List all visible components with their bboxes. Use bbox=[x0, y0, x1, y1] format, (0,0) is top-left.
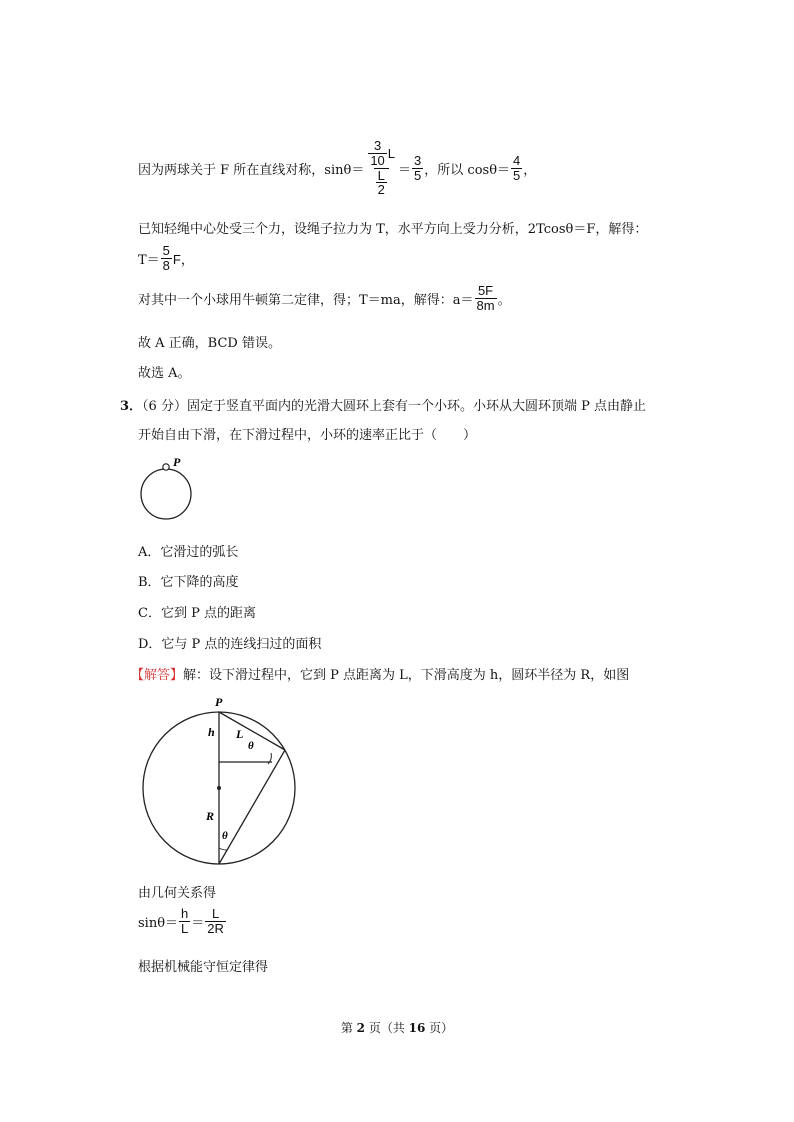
l-over-2r: $\frac{L}{2R}$ bbox=[207, 906, 224, 936]
solution-line-3: T＝ $\frac{5}{8}$ F， bbox=[138, 243, 194, 273]
center-dot bbox=[217, 786, 221, 790]
label-theta-lower: θ bbox=[222, 830, 228, 842]
energy-line: 根据机械能守恒定律得 bbox=[138, 960, 269, 975]
label-r: R bbox=[206, 809, 215, 823]
solution-line-6: 故选 A。 bbox=[138, 366, 191, 381]
label-theta-upper: θ bbox=[248, 740, 254, 752]
question-3-line-1: 3．（6 分）固定于竖直平面内的光滑大圆环上套有一个小环。小环从大圆环顶端 P 点由静止 bbox=[120, 399, 646, 414]
cos-fraction: $\frac{4}{5}$ bbox=[513, 152, 521, 183]
large-ring bbox=[141, 469, 191, 519]
question-3-line-2: 开始自由下滑，在下滑过程中，小环的速率正比于（ ） bbox=[138, 428, 477, 443]
line1-prefix: 因为两球关于 F 所在直线对称，sinθ＝ bbox=[138, 162, 365, 178]
line1-end: ， bbox=[523, 162, 537, 178]
point-p-label: P bbox=[173, 455, 181, 469]
answer-line: 【解答】解：设下滑过程中，它到 P 点距离为 L，下滑高度为 h，圆环半径为 R，如图 bbox=[131, 668, 630, 683]
page-number: 2 bbox=[356, 1021, 365, 1035]
geometry-line: 由几何关系得 bbox=[138, 886, 217, 901]
line1-eq: ＝ bbox=[398, 162, 412, 178]
small-ring-figure bbox=[136, 454, 206, 526]
label-l: L bbox=[236, 727, 244, 741]
solution-line-4: 对其中一个小球用牛顿第二定律，得；T＝ma，解得：a＝ $\frac{5F}{8m}$ 。 bbox=[138, 283, 511, 313]
tension-fraction: $\frac{5}{8}$ bbox=[162, 243, 170, 273]
h-over-l: $\frac{h}{L}$ bbox=[181, 906, 189, 936]
solution-line-2: 已知轻绳中心处受三个力，设绳子拉力为 T，水平方向上受力分析，2Tcosθ＝F，解得： bbox=[138, 222, 648, 237]
line1-mid-text: ，所以 cosθ＝ bbox=[424, 162, 511, 178]
question-number: 3． bbox=[120, 399, 143, 414]
sin-fraction bbox=[365, 139, 397, 197]
option-d: D．它与 P 点的连线扫过的面积 bbox=[138, 637, 322, 652]
solution-line-5: 故 A 正确，BCD 错误。 bbox=[138, 336, 281, 351]
inner-num: 3 bbox=[373, 138, 382, 154]
solution-line-1 bbox=[138, 133, 536, 203]
total-pages: 16 bbox=[408, 1021, 426, 1035]
den-den: 2 bbox=[377, 182, 385, 198]
mid-fraction: $\frac{3}{5}$ bbox=[414, 152, 422, 183]
inner-var: L bbox=[387, 145, 396, 161]
sin-equation: sinθ＝ $\frac{h}{L}$ ＝ $\frac{L}{2R}$ bbox=[138, 906, 224, 936]
den-num: L bbox=[377, 167, 385, 183]
option-b: B．它下降的高度 bbox=[138, 575, 239, 590]
angle-arc-lower bbox=[219, 848, 227, 850]
small-ring bbox=[163, 464, 169, 470]
label-h: h bbox=[208, 725, 215, 739]
page-footer: 第 2 页（共 16 页） bbox=[340, 1021, 454, 1035]
option-c: C．它到 P 点的距离 bbox=[138, 606, 256, 621]
circle-diagram bbox=[130, 690, 310, 870]
answer-tag: 【解答】 bbox=[131, 668, 184, 683]
option-a: A．它滑过的弧长 bbox=[138, 545, 239, 560]
accel-fraction: $\frac{5F}{8m}$ bbox=[476, 283, 495, 313]
chord-lower bbox=[219, 750, 285, 864]
label-p: P bbox=[215, 695, 223, 709]
inner-den: 10 bbox=[370, 152, 385, 168]
